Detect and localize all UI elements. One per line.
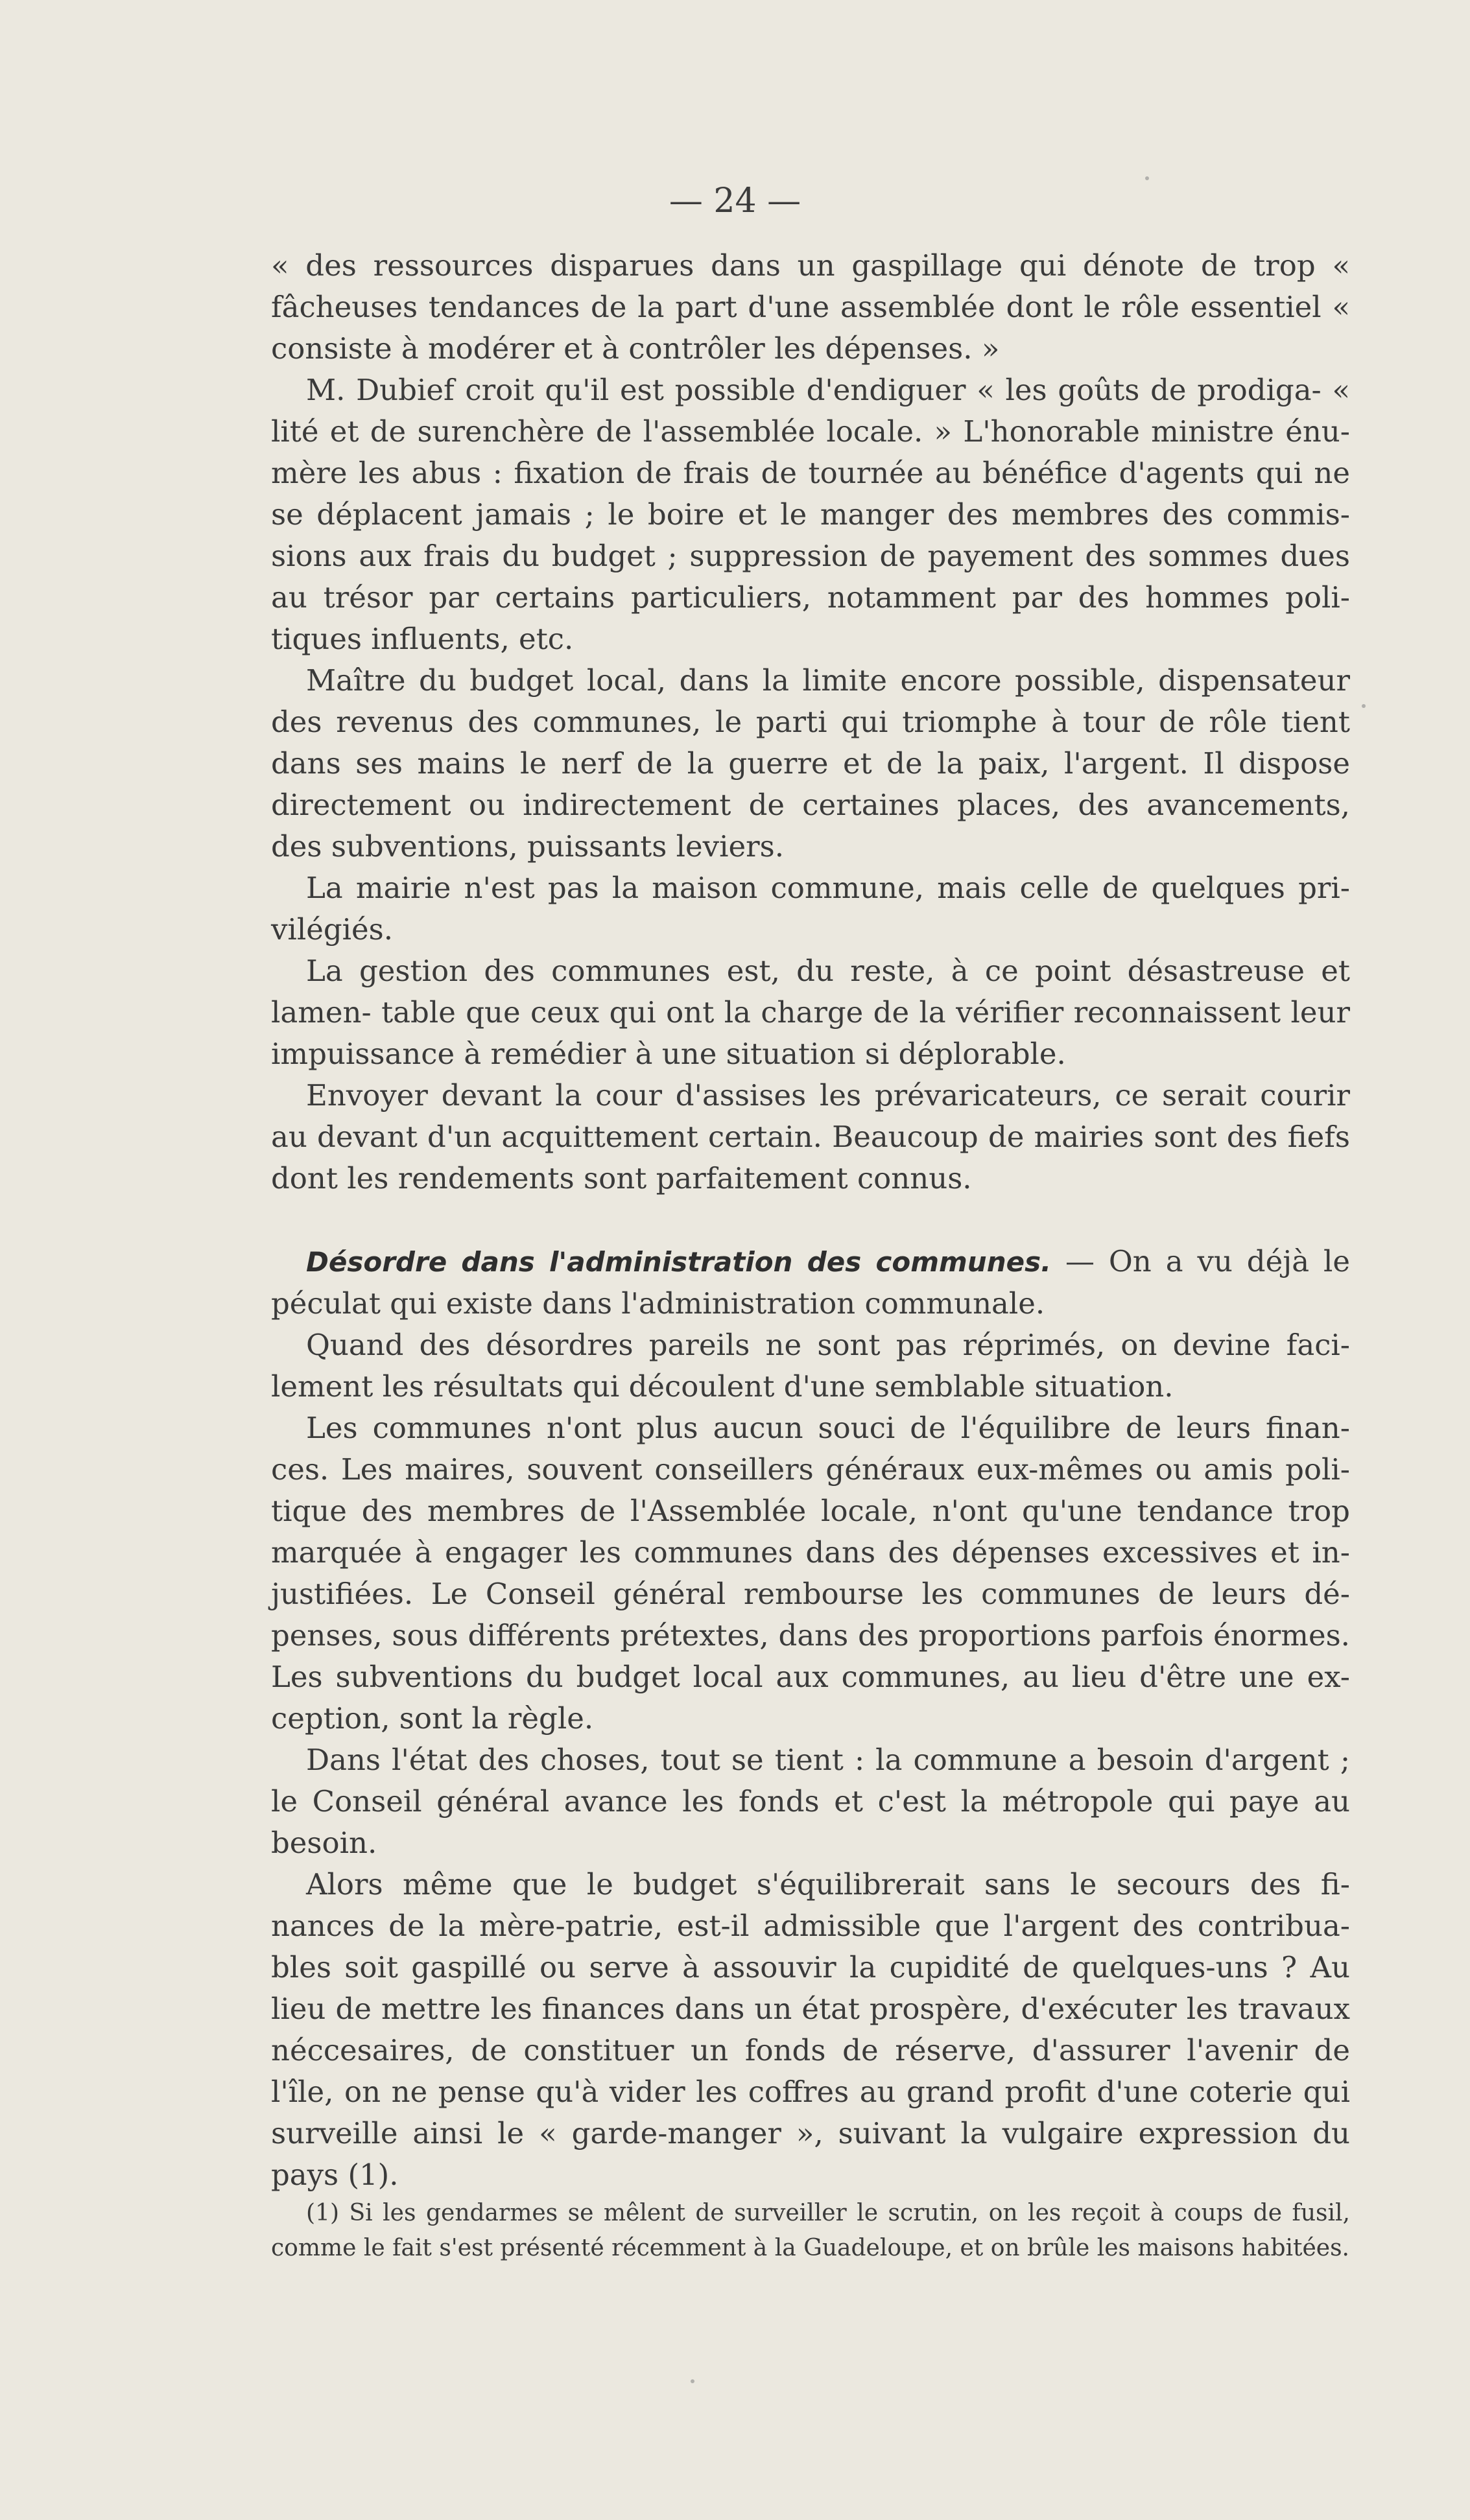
scan-speck	[1362, 704, 1366, 708]
paragraph: Quand des désordres pareils ne sont pas réprimés, on devine faci- lement les résultats qui découlent d'une semblable situation.	[271, 1328, 1350, 1404]
paragraph: Envoyer devant la cour d'assises les prévaricateurs, ce serait courir au devant d'un acquittement certain. Beaucoup de mairies sont des fiefs dont les rendements sont parfaitement connus.	[271, 1078, 1350, 1195]
paragraph: Alors même que le budget s'équilibrerait sans le secours des fi- nances de la mère-patrie, est-il admissible que l'argent des contribua- bles soit gaspillé ou serve à assouvir la cupidité de quelques-uns ? Au lieu de mettre les finances dans un état prospère, d'exécuter les travaux néccesaires, de constituer un fonds de réserve, d'assurer l'avenir de l'île, on ne pense qu'à vider les coffres au grand profit d'une coterie qui surveille ainsi le « garde-manger », suivant la vulgaire expression du pays (1).	[271, 1867, 1350, 2192]
paragraph: La mairie n'est pas la maison commune, mais celle de quelques pri- vilégiés.	[271, 871, 1350, 947]
section-lead: — On a vu déjà le péculat qui existe dans l'administration communale.	[271, 1244, 1350, 1321]
paragraph-quote: « des ressources disparues dans un gaspillage qui dénote de trop « fâcheuses tendances de la part d'une assemblée dont le rôle essentiel « consiste à modérer et à contrôler les dépenses. »	[271, 248, 1350, 366]
paragraph: Dans l'état des choses, tout se tient : la commune a besoin d'argent ; le Conseil général avance les fonds et c'est la métropole qui paye au besoin.	[271, 1743, 1350, 1860]
paragraph: La gestion des communes est, du reste, à ce point désastreuse et lamen- table que ceux qui ont la charge de la vérifier reconnaissent leur impuissance à remédier à une situation si déplorable.	[271, 954, 1350, 1071]
body-text	[271, 245, 1350, 2266]
scan-speck	[691, 2379, 694, 2383]
section-desordre	[271, 1241, 1350, 2196]
paragraph: M. Dubief croit qu'il est possible d'endiguer « les goûts de prodiga- « lité et de surenchère de l'assemblée locale. » L'honorable ministre énu- mère les abus : fixation de frais de tournée au bénéfice d'agents qui ne se déplacent jamais ; le boire et le manger des membres des commis- sions aux frais du budget ; suppression de payement des sommes dues au trésor par certains particuliers, notamment par des hommes poli- tiques influents, etc.	[271, 373, 1350, 656]
section-heading: Désordre dans l'administration des communes.	[306, 1246, 1052, 1278]
page-number: — 24 —	[669, 182, 801, 220]
paragraph: Les communes n'ont plus aucun souci de l'équilibre de leurs finan- ces. Les maires, souvent conseillers généraux eux-mêmes ou amis poli- tique des membres de l'Assemblée locale, n'ont qu'une tendance trop marquée à engager les communes dans des dépenses excessives et in- justifiées. Le Conseil général rembourse les communes de leurs dé- penses, sous différents prétextes, dans des proportions parfois énormes. Les subventions du budget local aux communes, au lieu d'être une ex- ception, sont la règle.	[271, 1411, 1350, 1736]
paragraph: Maître du budget local, dans la limite encore possible, dispensateur des revenus des communes, le parti qui triomphe à tour de rôle tient dans ses mains le nerf de la guerre et de la paix, l'argent. Il dispose directement ou indirectement de certaines places, des avancements, des subventions, puissants leviers.	[271, 663, 1350, 864]
scan-speck	[1145, 176, 1149, 180]
footnote: (1) Si les gendarmes se mêlent de surveiller le scrutin, on les reçoit à coups de fusil, comme le fait s'est présenté récemment à la Guadeloupe, et on brûle les maisons habitées.	[271, 2200, 1350, 2261]
section-paragraph	[271, 1241, 1350, 1325]
